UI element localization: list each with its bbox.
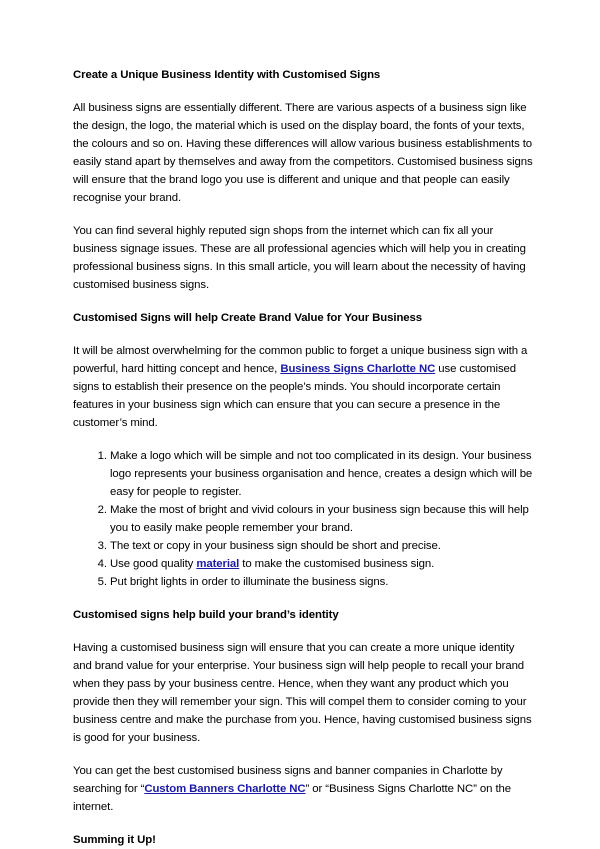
heading-brand-value: Customised Signs will help Create Brand Value for Your Business bbox=[73, 312, 423, 324]
material-link[interactable]: material bbox=[196, 558, 240, 570]
business-signs-charlotte-link[interactable]: Business Signs Charlotte NC bbox=[280, 363, 436, 375]
heading-summing-up: Summing it Up! bbox=[73, 834, 156, 846]
paragraph-charlotte-text-before: You can get the best customised business signs and banner companies in Charlotte by searching for “ bbox=[73, 765, 503, 795]
paragraph-charlotte-search bbox=[73, 762, 533, 816]
paragraph-unique-sign-text-before: It will be almost overwhelming for the common public to forget a unique business sign with a powerful, hard hitting concept and hence, bbox=[73, 345, 528, 375]
paragraph-charlotte-text-after: ” or “Business Signs Charlotte NC” on the internet. bbox=[73, 783, 511, 813]
list-item: 3. The text or copy in your business sign should be short and precise. bbox=[110, 537, 533, 555]
paragraph-unique-sign bbox=[73, 342, 533, 432]
heading-brand-identity: Customised signs help build your brand’s identity bbox=[73, 609, 339, 621]
paragraph-business-signs-different: All business signs are essentially different. There are various aspects of a business sign like the design, the logo, the material which is used on the display board, the fonts of your texts, the colours and so on. Having these differences will allow various business establishments to easily stand apart by themselves and away from the competitors. Customised business signs will ensure that the brand logo you use is different and unique and that people can easily recognise your brand. bbox=[73, 102, 533, 204]
list-item-text-before: Use good quality bbox=[110, 558, 197, 570]
paragraph-sign-shops: You can find several highly reputed sign shops from the internet which can fix all your business signage issues. These are all professional agencies which will help you in creating professional business signs. In this small article, you will learn about the necessity of having customised business signs. bbox=[73, 225, 526, 291]
list-item bbox=[110, 555, 533, 573]
document-page bbox=[73, 66, 533, 849]
tips-list bbox=[73, 447, 533, 591]
list-item: 1. Make a logo which will be simple and not too complicated in its design. Your business logo represents your business organisation and hence, creates a design which will be easy for people to register. bbox=[110, 447, 533, 501]
list-item: 2. Make the most of bright and vivid colours in your business sign because this will help you to easily make people remember your brand. bbox=[110, 501, 533, 537]
list-item: 5. Put bright lights in order to illuminate the business signs. bbox=[110, 573, 533, 591]
custom-banners-charlotte-link[interactable]: Custom Banners Charlotte NC bbox=[144, 783, 306, 795]
paragraph-unique-sign-text-after: use customised signs to establish their presence on the people’s minds. You should incorporate certain features in your business sign which can ensure that you can secure a presence in the customer’s mind. bbox=[73, 363, 517, 429]
list-item-text-after: to make the customised business sign. bbox=[239, 558, 435, 570]
heading-unique-business-identity: Create a Unique Business Identity with Customised Signs bbox=[73, 69, 381, 81]
paragraph-customised-sign-benefits: Having a customised business sign will ensure that you can create a more unique identity and brand value for your enterprise. Your business sign will help people to recall your brand when they pass by your business centre. Hence, when they want any product which you provide then they will remember your sign. This will compel them to consider coming to your business centre and make the purchase from you. Hence, having customised business signs is good for your business. bbox=[73, 642, 532, 744]
